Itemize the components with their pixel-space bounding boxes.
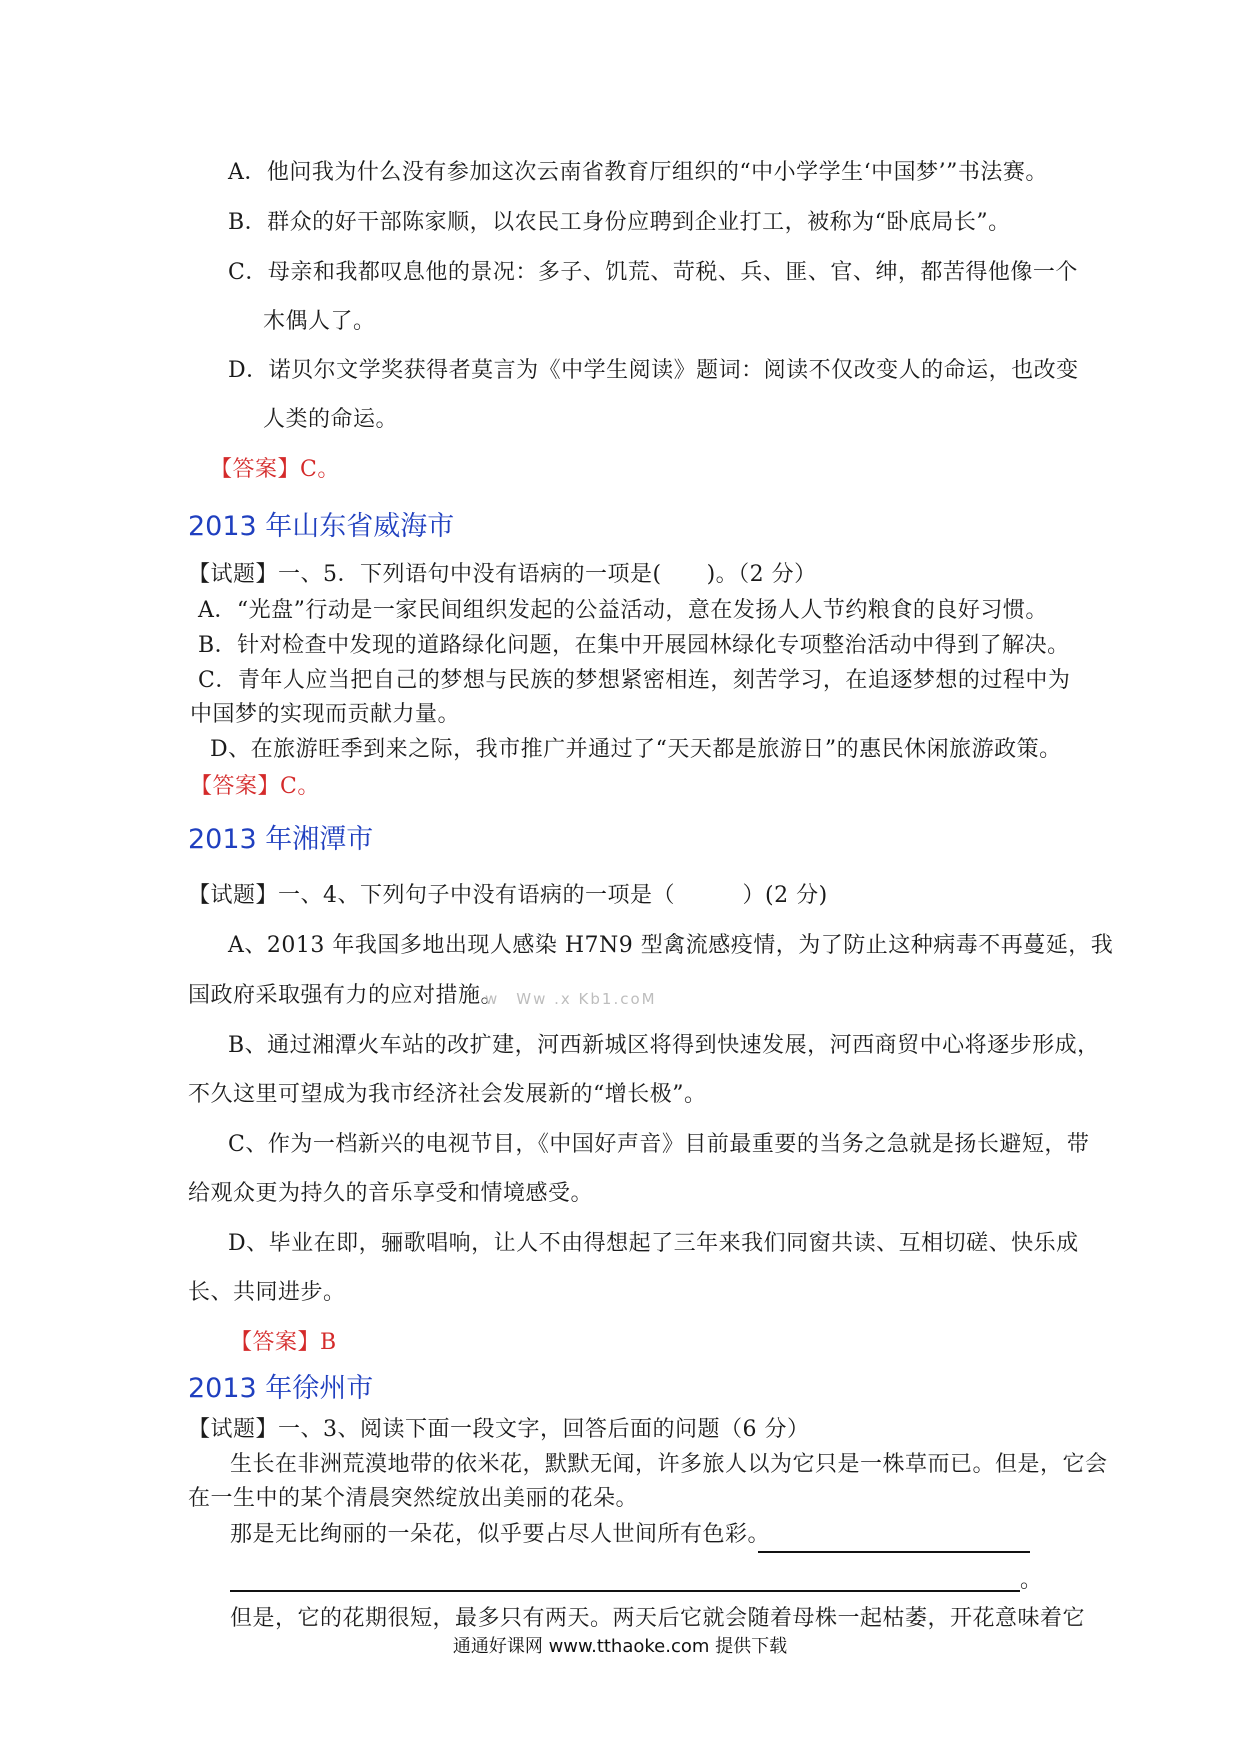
passage-line: 生长在非洲荒漠地带的依米花，默默无闻，许多旅人以为它只是一株草而已。但是，它会	[230, 1452, 1108, 1477]
option-a: A、2013 年我国多地出现人感染 H7N9 型禽流感疫情，为了防止这种病毒不再蔓延，我	[228, 933, 1114, 958]
passage-line: 在一生中的某个清晨突然绽放出美丽的花朵。	[188, 1486, 639, 1511]
watermark-text: w Ww .x Kb1.coM	[485, 990, 657, 1008]
answer-label: 【答案】B	[230, 1330, 337, 1355]
option-b: B、通过湘潭火车站的改扩建，河西新城区将得到快速发展，河西商贸中心将逐步形成，	[228, 1033, 1100, 1058]
option-d-continued: 长、共同进步。	[188, 1280, 346, 1305]
passage-line: 那是无比绚丽的一朵花，似乎要占尽人世间所有色彩。	[230, 1522, 771, 1547]
option-c: C．青年人应当把自己的梦想与民族的梦想紧密相连，刻苦学习，在追逐梦想的过程中为	[198, 668, 1071, 693]
question-stem: 【试题】一、5．下列语句中没有语病的一项是( )。（2 分）	[188, 562, 817, 587]
fill-in-blank	[758, 1551, 1030, 1553]
option-c: C、作为一档新兴的电视节目，《中国好声音》目前最重要的当务之急就是扬长避短，带	[228, 1132, 1090, 1157]
page-footer: 通通好课网 www.tthaoke.com 提供下载	[452, 1636, 788, 1657]
option-c-continued: 中国梦的实现而贡献力量。	[190, 702, 461, 727]
section-title-xiangtan: 2013 年湘潭市	[188, 824, 374, 855]
section-title-weihai: 2013 年山东省威海市	[188, 511, 455, 542]
question-stem: 【试题】一、3、阅读下面一段文字，回答后面的问题（6 分）	[188, 1417, 810, 1442]
option-a-continued: 国政府采取强有力的应对措施。	[188, 983, 504, 1008]
option-d: D、在旅游旺季到来之际，我市推广并通过了“天天都是旅游日”的惠民休闲旅游政策。	[210, 737, 1062, 762]
option-a: A．他问我为什么没有参加这次云南省教育厅组织的“中小学学生‘中国梦’”书法赛。	[228, 160, 1048, 185]
option-d: D．诺贝尔文学奖获得者莫言为《中学生阅读》题词：阅读不仅改变人的命运，也改变	[228, 358, 1079, 383]
option-d: D、毕业在即，骊歌唱响，让人不由得想起了三年来我们同窗共读、互相切磋、快乐成	[228, 1231, 1079, 1256]
option-c-continued: 给观众更为持久的音乐享受和情境感受。	[188, 1181, 594, 1206]
blank-period: 。	[1020, 1568, 1043, 1593]
option-c: C．母亲和我都叹息他的景况：多子、饥荒、苛税、兵、匪、官、绅，都苦得他像一个	[228, 260, 1078, 285]
option-b: B．针对检查中发现的道路绿化问题，在集中开展园林绿化专项整治活动中得到了解决。	[198, 633, 1070, 658]
answer-label: 【答案】C。	[190, 774, 320, 799]
option-b: B．群众的好干部陈家顺，以农民工身份应聘到企业打工，被称为“卧底局长”。	[228, 210, 1011, 235]
option-d-continued: 人类的命运。	[263, 407, 399, 432]
option-c-continued: 木偶人了。	[263, 309, 376, 334]
answer-label: 【答案】C。	[210, 457, 340, 482]
section-title-xuzhou: 2013 年徐州市	[188, 1373, 374, 1404]
option-a: A．“光盘”行动是一家民间组织发起的公益活动，意在发扬人人节约粮食的良好习惯。	[198, 598, 1048, 623]
option-b-continued: 不久这里可望成为我市经济社会发展新的“增长极”。	[188, 1082, 707, 1107]
question-stem: 【试题】一、4、下列句子中没有语病的一项是（ ）(2 分)	[188, 883, 828, 908]
passage-line: 但是，它的花期很短，最多只有两天。两天后它就会随着母株一起枯萎，开花意味着它	[230, 1606, 1086, 1631]
fill-in-blank	[230, 1590, 1020, 1592]
